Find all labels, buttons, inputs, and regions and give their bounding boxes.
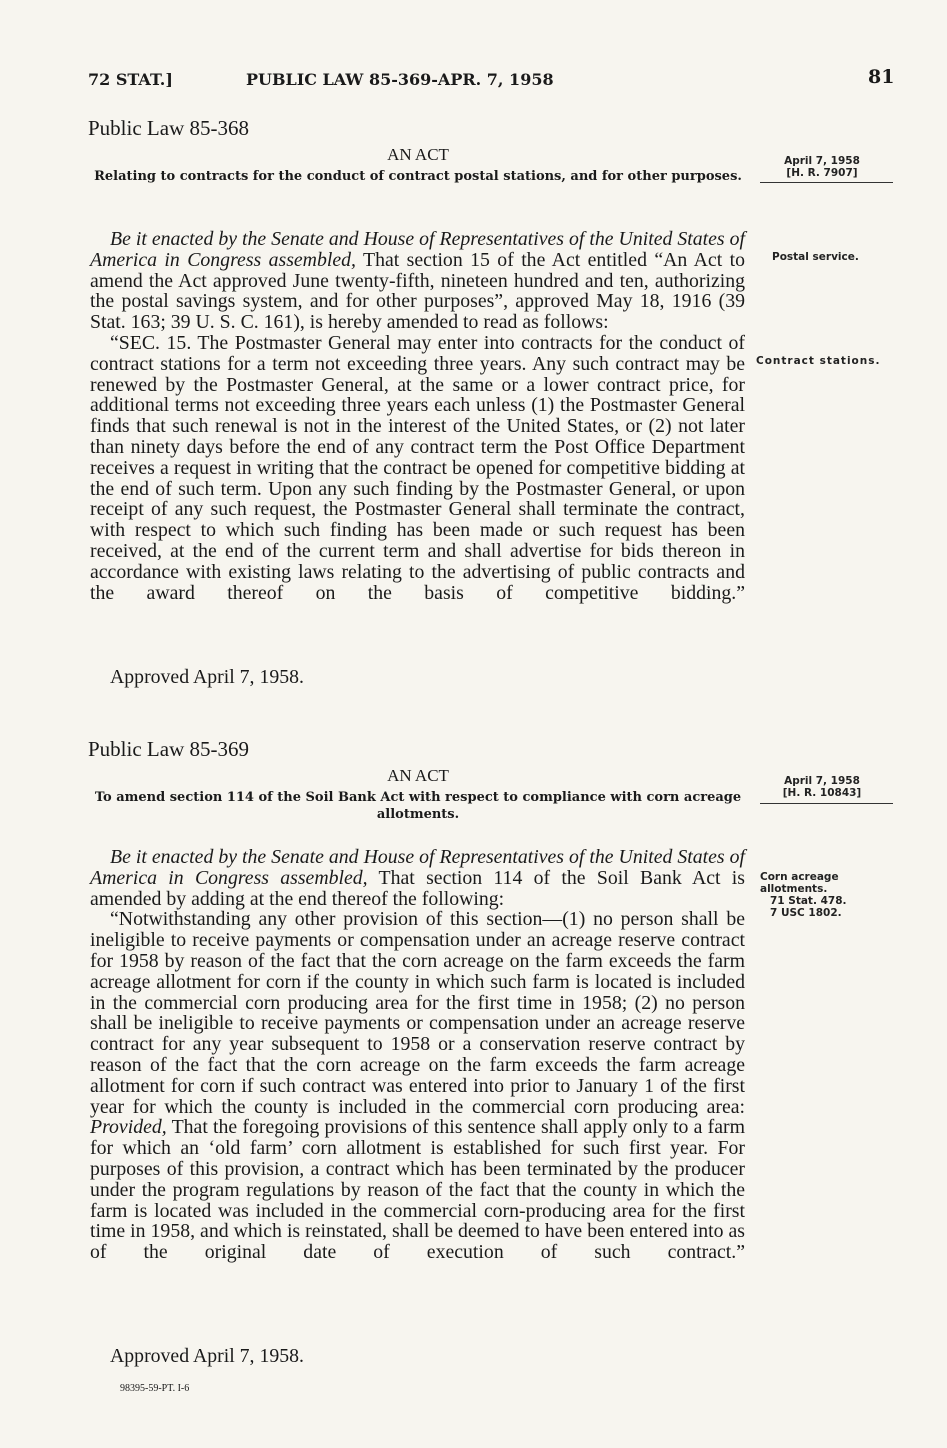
law1-act-heading: AN ACT xyxy=(387,145,449,164)
law2-description: To amend section 114 of the Soil Bank Act with respect to compliance with corn acreage allotments. xyxy=(94,790,742,822)
law2-side-note-corn: Corn acreage allotments. xyxy=(760,871,839,895)
law2-side-note-stat: 71 Stat. 478. xyxy=(770,895,847,907)
law1-side-note-postal: Postal service. xyxy=(772,251,859,263)
law2-side-rule xyxy=(760,803,893,804)
law1-side-note-contract: Contract stations. xyxy=(756,355,881,367)
law2-side-bill: [H. R. 10843] xyxy=(782,787,862,799)
law2-enacting-clause: Be it enacted by the Senate and House of Representatives of the United States of America in Congress assembled, xyxy=(90,846,745,889)
law2-amendment-text-b: That the foregoing provisions of this sentence shall apply only to a farm for which an ‘old farm’ corn allotment is established for such first year. For purposes of this provision, a contract which has been terminated by the producer under the program regulations by reason of the fact that the county in which the farm is located was included in the commercial corn-producing area for the first time in 1958, and which is reinstated, shall be deemed to have been entered into as of the original date of execution of such contract.” xyxy=(90,1116,745,1264)
law1-enacting-paragraph xyxy=(90,229,745,333)
law1-enacting-clause: Be it enacted by the Senate and House of Representatives of the United States of America in Congress assembled, xyxy=(90,228,745,271)
print-code: 98395-59-PT. I-6 xyxy=(120,1383,190,1394)
law2-approved: Approved April 7, 1958. xyxy=(110,1345,304,1367)
law1-side-rule xyxy=(760,182,893,183)
law2-enacting-paragraph xyxy=(90,847,745,909)
law1-approved: Approved April 7, 1958. xyxy=(110,666,304,688)
law1-side-date: April 7, 1958 xyxy=(784,155,860,167)
law2-para1-text: That section 114 of the Soil Bank Act is amended by adding at the end thereof the following: xyxy=(90,866,745,910)
law2-amendment-paragraph xyxy=(90,909,745,1263)
law1-title: Public Law 85-368 xyxy=(88,116,249,140)
law2-title: Public Law 85-369 xyxy=(88,737,249,761)
law1-para1-text: That section 15 of the Act entitled “An Act to amend the Act approved June twenty-fifth, nineteen hundred and ten, authorizing the postal savings system, and for other purposes”, approved May 18, 1916 (39 Stat. 163; 39 U. S. C. 161), is hereby amended to read as follows: xyxy=(90,248,745,334)
law1-side-bill: [H. R. 7907] xyxy=(786,167,858,179)
running-header-title: PUBLIC LAW 85-369-APR. 7, 1958 xyxy=(246,70,554,89)
law1-description: Relating to contracts for the conduct of contract postal stations, and for other purposes. xyxy=(94,169,742,184)
law2-body xyxy=(90,847,745,1263)
law2-act-heading: AN ACT xyxy=(387,766,449,785)
law1-section15-text: “SEC. 15. The Postmaster General may enter into contracts for the conduct of contract stations for a term not exceeding three years. Any such contract may be renewed by the Postmaster General, at the same or a lower contract price, for additional terms not exceeding three years each unless (1) the Postmaster General finds that such renewal is not in the interest of the United States, or (2) not later than ninety days before the end of any contract term the Post Office Department receives a request in writing that the contract be opened for competitive bidding at the end of such term. Upon any such finding by the Postmaster General, or upon receipt of any such request, the Postmaster General shall terminate the contract, with respect to which such finding has been made or such request has been received, at the end of the current term and shall advertise for bids thereon in accordance with existing laws relating to the advertising of public contracts and the award thereof on the basis of competitive bidding.” xyxy=(90,331,745,604)
law2-provided: Provided, xyxy=(90,1116,167,1139)
law2-side-date: April 7, 1958 xyxy=(784,775,860,787)
running-header-stat: 72 STAT.] xyxy=(88,70,173,89)
law1-body xyxy=(90,229,745,603)
page-number: 81 xyxy=(868,66,895,88)
law2-side-note-usc: 7 USC 1802. xyxy=(770,907,842,919)
law2-amendment-text-a: “Notwithstanding any other provision of this section—(1) no person shall be ineligible to receive payments or compensation under an acreage reserve contract for 1958 by reason of the fact that the corn acreage on the farm exceeds the farm acreage allotment for corn if the county in which such farm is located is included in the commercial corn producing area for the first time in 1958; (2) no person shall be ineligible to receive payments or compensation under an acreage reserve contract for any year subsequent to 1958 or a conservation reserve contract by reason of the fact that the corn acreage on the farm exceeds the farm acreage allotment for corn if such contract was entered into prior to January 1 of the first year for which the county is included in the commercial corn producing area: xyxy=(90,908,745,1118)
